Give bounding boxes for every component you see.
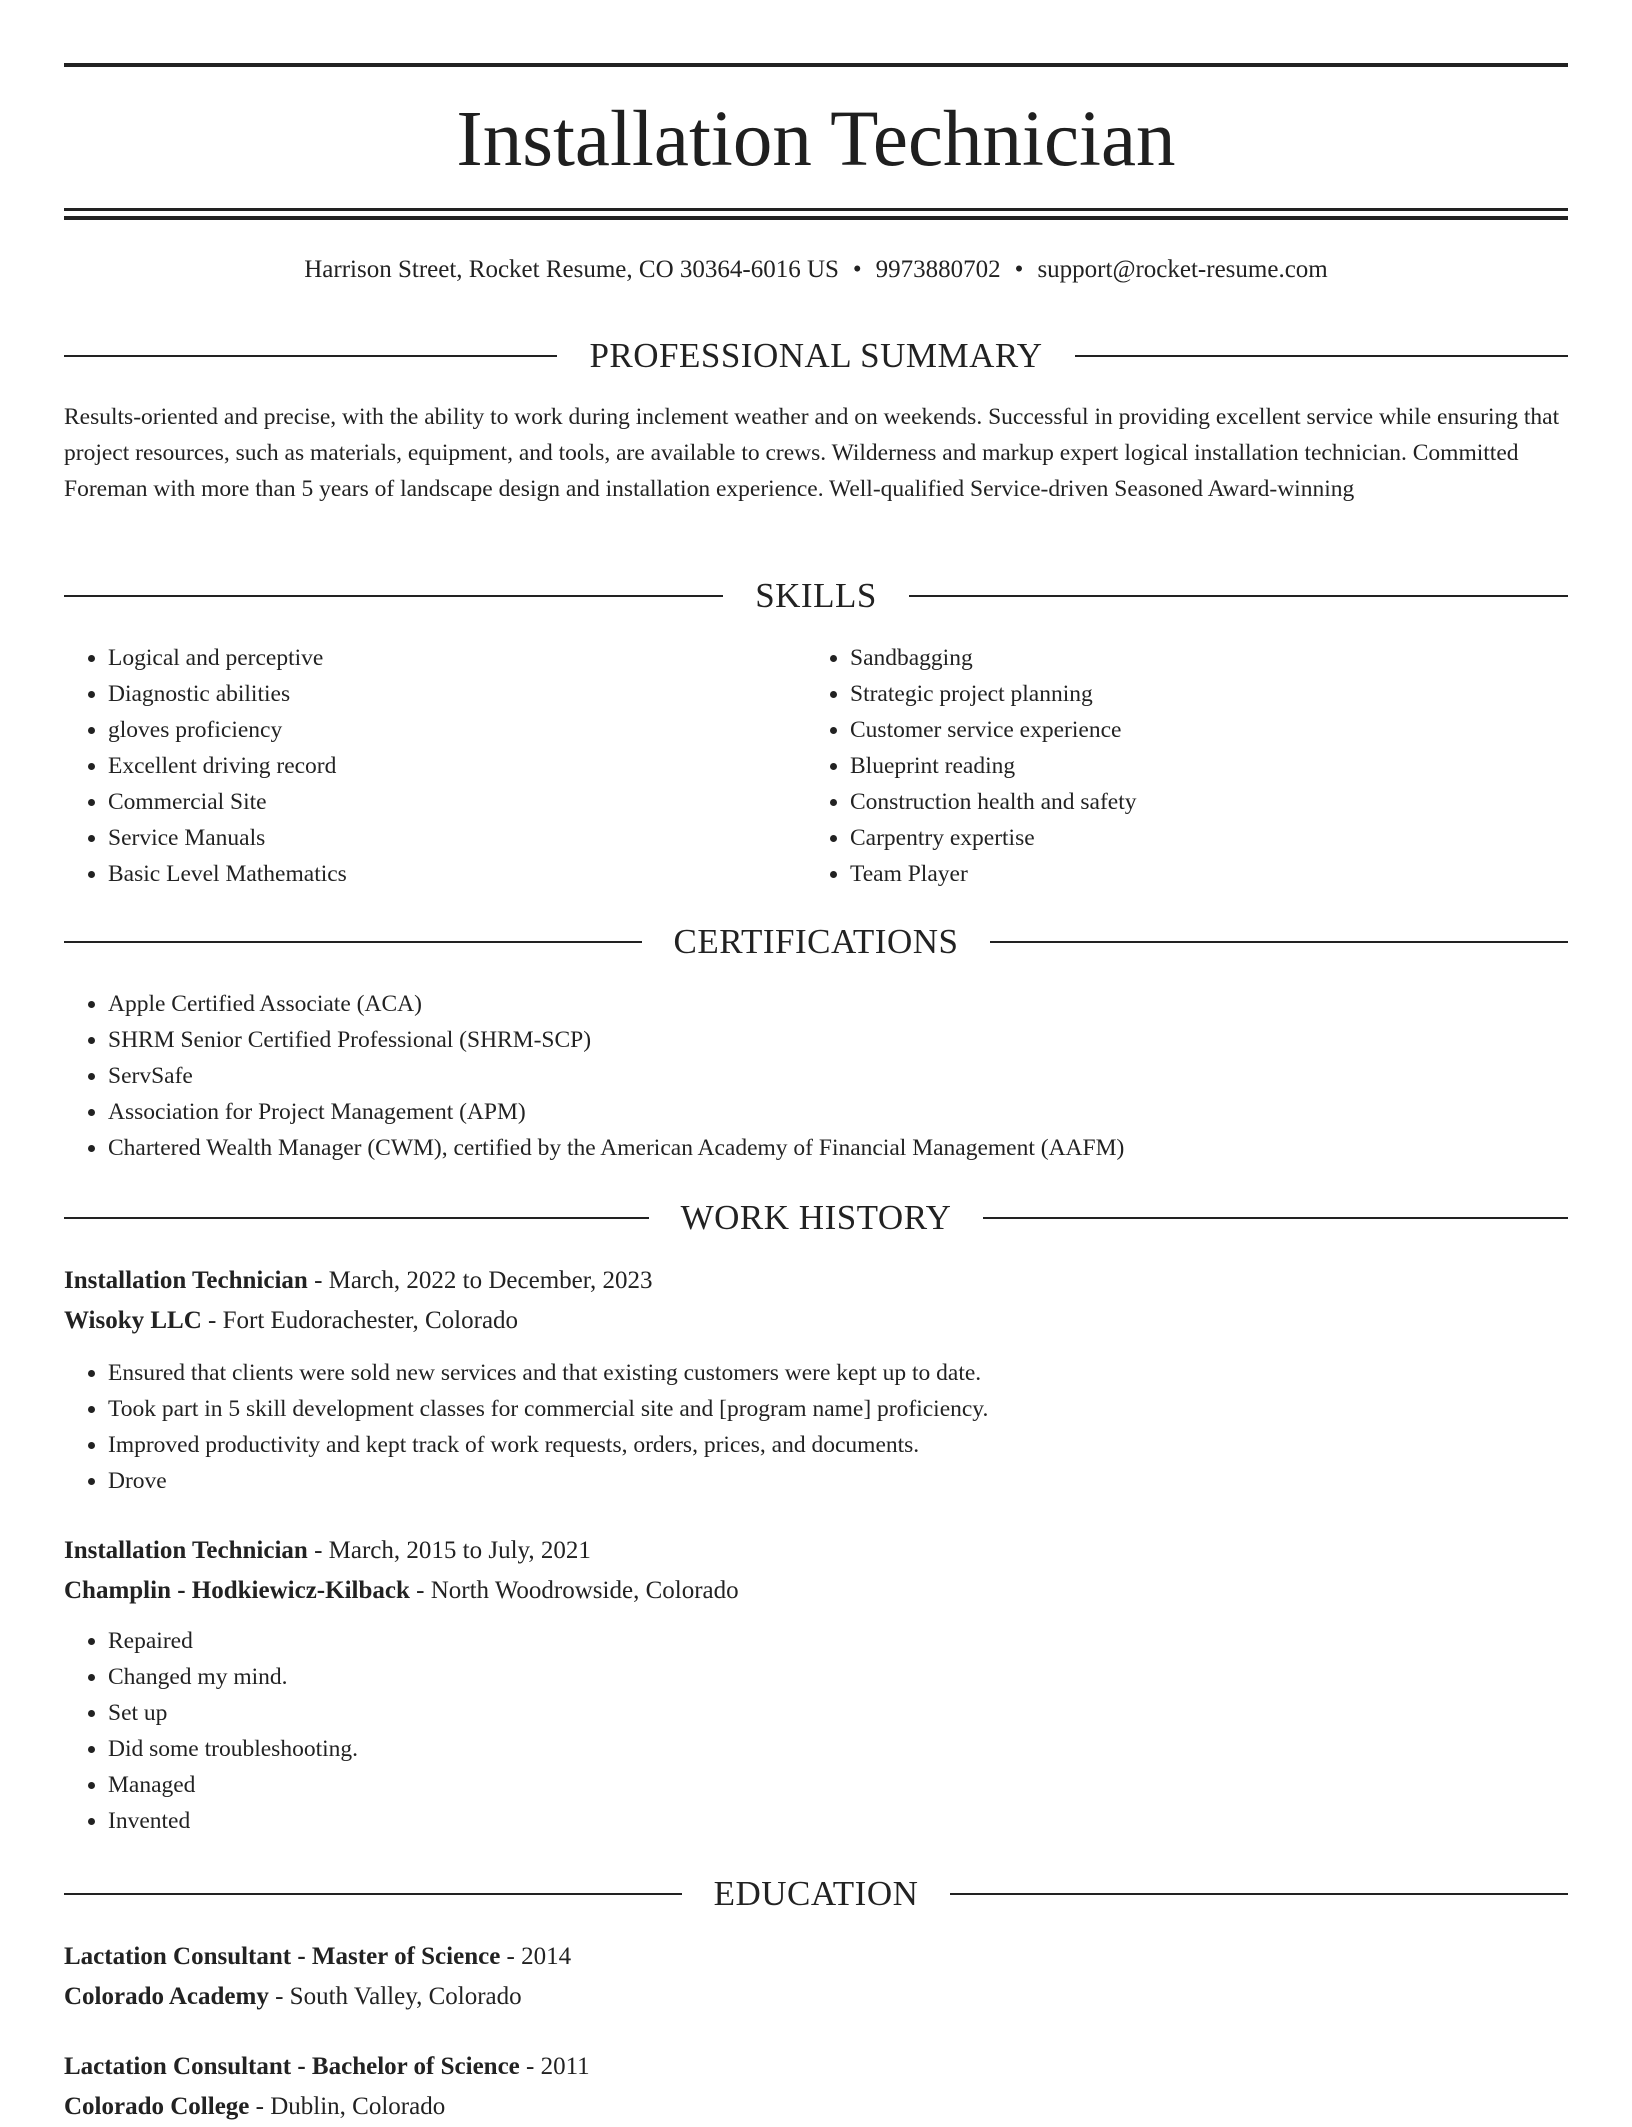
section-header-skills: [64, 574, 1568, 618]
skill-item: • Customer service experience: [850, 712, 1546, 748]
education-location: - South Valley, Colorado: [268, 1983, 522, 2010]
skill-item: • Diagnostic abilities: [108, 676, 804, 712]
education-school-line: [64, 1977, 1568, 2017]
section-rule-right: [909, 595, 1568, 597]
job-bullets: [64, 1355, 1568, 1499]
skill-item: • Service Manuals: [108, 820, 804, 856]
skill-item: • gloves proficiency: [108, 712, 804, 748]
job-bullet: • Changed my mind.: [108, 1659, 1568, 1695]
skills-list-right: [806, 640, 1546, 892]
contact-address: Harrison Street, Rocket Resume, CO 30364-6016 US: [304, 256, 839, 283]
skills-list-left: [64, 640, 804, 892]
section-rule-left: [64, 595, 723, 597]
section-header-education: [64, 1872, 1568, 1916]
skill-item: • Logical and perceptive: [108, 640, 804, 676]
section-rule-left: [64, 355, 557, 357]
education-school: Colorado College: [64, 2093, 250, 2120]
education-school: Colorado Academy: [64, 1983, 269, 2010]
header-top-rule: [64, 63, 1568, 67]
section-rule-left: [64, 1217, 649, 1219]
job-bullets: [64, 1623, 1568, 1839]
section-rule-left: [64, 1893, 682, 1895]
section-title-skills: SKILLS: [755, 576, 877, 615]
job-title-line: [64, 1261, 1568, 1301]
job-bullet: • Set up: [108, 1695, 1568, 1731]
job-bullet: • Ensured that clients were sold new services and that existing customers were kept up to date.: [108, 1355, 1568, 1391]
education-degree: Lactation Consultant - Master of Science: [64, 1943, 501, 1970]
skills-column-left: [64, 640, 804, 892]
section-title-education: EDUCATION: [713, 1874, 919, 1913]
certification-item: • ServSafe: [108, 1058, 1568, 1094]
section-title-certifications: CERTIFICATIONS: [673, 922, 959, 961]
section-rule-right: [1075, 355, 1568, 357]
job-entry: [64, 1531, 1568, 1839]
skill-item: • Team Player: [850, 856, 1546, 892]
job-dates: - March, 2015 to July, 2021: [307, 1537, 591, 1564]
education-year: - 2014: [500, 1943, 572, 1970]
certifications-block: [64, 986, 1568, 1166]
header-double-rule-lower: [64, 216, 1568, 220]
job-bullet: • Repaired: [108, 1623, 1568, 1659]
section-title-work: WORK HISTORY: [680, 1198, 952, 1237]
skill-item: • Carpentry expertise: [850, 820, 1546, 856]
certification-item: • Apple Certified Associate (ACA): [108, 986, 1568, 1022]
section-header-summary: [64, 334, 1568, 378]
job-company-line: [64, 1571, 1568, 1611]
education-degree-line: [64, 1937, 1568, 1977]
skill-item: • Construction health and safety: [850, 784, 1546, 820]
resume-name: Installation Technician: [456, 96, 1176, 183]
section-rule-right: [950, 1893, 1568, 1895]
job-company-line: [64, 1301, 1568, 1341]
section-header-work: [64, 1196, 1568, 1240]
job-bullet: • Managed: [108, 1767, 1568, 1803]
certification-item: • SHRM Senior Certified Professional (SHRM-SCP): [108, 1022, 1568, 1058]
contact-separator: •: [1014, 256, 1024, 283]
skill-item: • Strategic project planning: [850, 676, 1546, 712]
job-location: - Fort Eudorachester, Colorado: [201, 1307, 519, 1334]
job-dates: - March, 2022 to December, 2023: [307, 1267, 653, 1294]
job-title: Installation Technician: [64, 1267, 308, 1294]
contact-separator: •: [852, 256, 862, 283]
education-degree-line: [64, 2047, 1568, 2087]
education-school-line: [64, 2087, 1568, 2127]
skill-item: • Basic Level Mathematics: [108, 856, 804, 892]
job-company: Wisoky LLC: [64, 1307, 202, 1334]
education-entry: [64, 1937, 1568, 2017]
job-title: Installation Technician: [64, 1537, 308, 1564]
certification-item: • Chartered Wealth Manager (CWM), certified by the American Academy of Financial Management (AAFM): [108, 1130, 1568, 1166]
skill-item: • Commercial Site: [108, 784, 804, 820]
contact-phone: 9973880702: [875, 256, 1001, 283]
certification-item: • Association for Project Management (APM): [108, 1094, 1568, 1130]
certifications-list: [64, 986, 1568, 1166]
job-company: Champlin - Hodkiewicz-Kilback: [64, 1577, 410, 1604]
skill-item: • Excellent driving record: [108, 748, 804, 784]
job-location: - North Woodrowside, Colorado: [409, 1577, 739, 1604]
section-title-summary: PROFESSIONAL SUMMARY: [589, 336, 1043, 375]
section-header-certifications: [64, 920, 1568, 964]
skill-item: • Blueprint reading: [850, 748, 1546, 784]
job-bullet: • Took part in 5 skill development classes for commercial site and [program name] proficiency.: [108, 1391, 1568, 1427]
education-year: - 2011: [519, 2053, 590, 2080]
skills-column-right: [806, 640, 1546, 892]
header-double-rule-upper: [64, 208, 1568, 211]
section-rule-right: [990, 941, 1568, 943]
job-entry: [64, 1261, 1568, 1499]
education-degree: Lactation Consultant - Bachelor of Science: [64, 2053, 520, 2080]
skill-item: • Sandbagging: [850, 640, 1546, 676]
job-bullet: • Drove: [108, 1463, 1568, 1499]
education-entry: [64, 2047, 1568, 2127]
section-rule-right: [983, 1217, 1568, 1219]
section-rule-left: [64, 941, 642, 943]
job-title-line: [64, 1531, 1568, 1571]
job-bullet: • Did some troubleshooting.: [108, 1731, 1568, 1767]
contact-line: [64, 254, 1568, 286]
contact-email: support@rocket-resume.com: [1037, 256, 1328, 283]
education-location: - Dublin, Colorado: [249, 2093, 446, 2120]
summary-text: Results-oriented and precise, with the ability to work during inclement weather and on weekends. Successful in providing excellent service while ensuring that project resources, such as materials, equipment, and tools, are available to crews. Wilderness and markup expert logical installation technician. Committed Foreman with more than 5 years of landscape design and installation experience. Well-qualified Service-driven Seasoned Award-winning: [64, 404, 1560, 502]
job-bullet: • Invented: [108, 1803, 1568, 1839]
job-bullet: • Improved productivity and kept track of work requests, orders, prices, and documents.: [108, 1427, 1568, 1463]
